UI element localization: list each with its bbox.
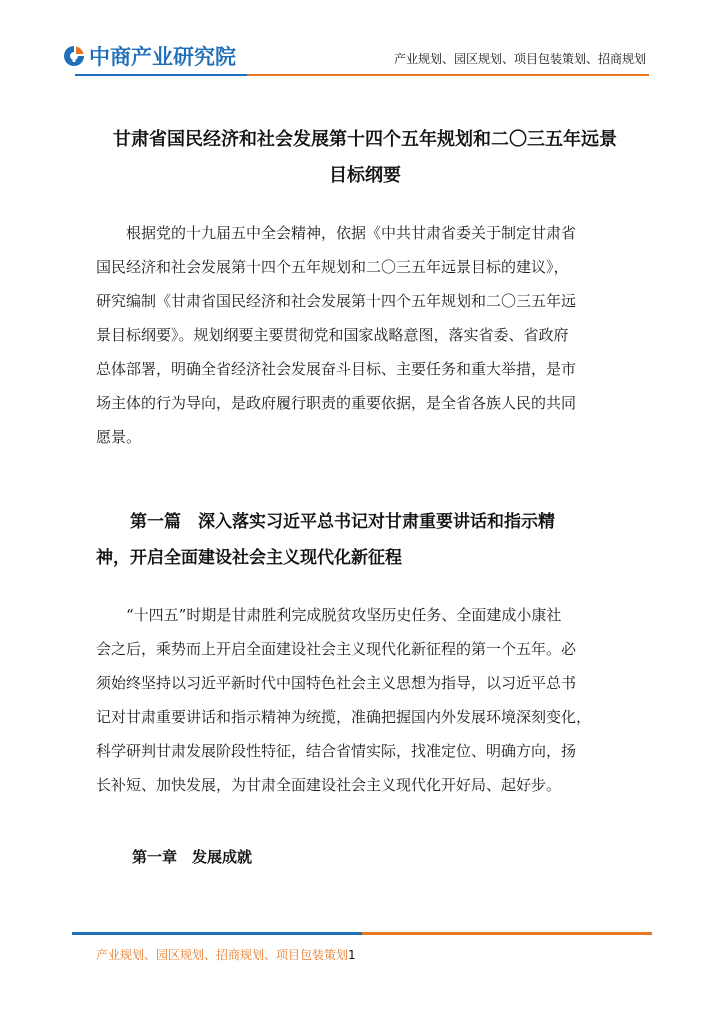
paragraph-line: 景目标纲要》。规划纲要主要贯彻党和国家战略意图，落实省委、省政府	[96, 326, 569, 344]
part-1-heading	[96, 504, 648, 576]
paragraph-line: 场主体的行为导向，是政府履行职责的重要依据，是全省各族人民的共同	[96, 394, 577, 412]
paragraph-line: 总体部署，明确全省经济社会发展奋斗目标、主要任务和重大举措，是市	[96, 360, 577, 378]
title-line-1: 甘肃省国民经济和社会发展第十四个五年规划和二〇三五年远景	[113, 129, 617, 150]
page-number: 1	[348, 948, 356, 962]
intro-paragraph	[96, 216, 648, 454]
paragraph-line: 根据党的十九届五中全会精神，依据《中共甘肃省委关于制定甘肃省	[126, 224, 577, 242]
header-tagline: 产业规划、园区规划、项目包装策划、招商规划	[393, 52, 646, 66]
heading-line-1: 第一篇 深入落实习近平总书记对甘肃重要讲话和指示精	[130, 512, 555, 532]
header-divider	[75, 74, 649, 76]
paragraph-line: “十四五”时期是甘肃胜利完成脱贫攻坚历史任务、全面建成小康社	[126, 606, 562, 624]
paragraph-line: 科学研判甘肃发展阶段性特征，结合省情实际，找准定位、明确方向，扬	[96, 742, 577, 760]
paragraph-line: 愿景。	[96, 428, 142, 446]
logo-text: 中商产业研究院	[89, 45, 236, 69]
document-title	[80, 122, 650, 194]
paragraph-line: 须始终坚持以习近平新时代中国特色社会主义思想为指导，以习近平总书	[96, 674, 577, 692]
page-footer	[96, 946, 356, 963]
paragraph-line: 记对甘肃重要讲话和指示精神为统揽，准确把握国内外发展环境深刻变化，	[96, 708, 592, 726]
title-line-2: 目标纲要	[329, 165, 401, 186]
part-1-body-paragraph	[96, 598, 648, 802]
footer-text: 产业规划、园区规划、招商规划、项目包装策划	[96, 948, 349, 962]
paragraph-line: 研究编制《甘肃省国民经济和社会发展第十四个五年规划和二〇三五年远	[96, 292, 577, 310]
page-header	[0, 0, 724, 80]
logo-mark-icon	[62, 44, 86, 68]
paragraph-line: 长补短、加快发展，为甘肃全面建设社会主义现代化开好局、起好步。	[96, 776, 562, 794]
paragraph-line: 国民经济和社会发展第十四个五年规划和二〇三五年远景目标的建议》，	[96, 258, 569, 276]
chapter-1-heading: 第一章 发展成就	[132, 848, 253, 866]
heading-line-2: 神，开启全面建设社会主义现代化新征程	[96, 548, 402, 568]
footer-divider	[72, 932, 652, 935]
paragraph-line: 会之后，乘势而上开启全面建设社会主义现代化新征程的第一个五年。必	[96, 640, 577, 658]
company-logo	[62, 40, 236, 72]
